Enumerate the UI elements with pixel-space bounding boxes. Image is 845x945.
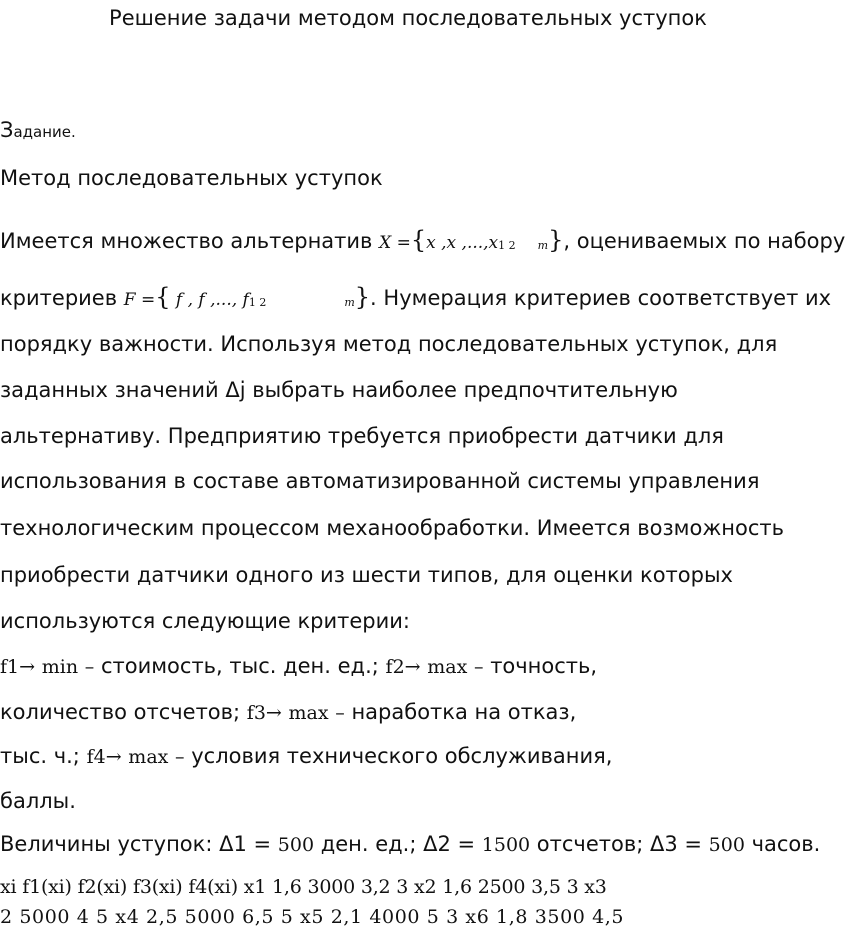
max-label: max: [128, 746, 169, 768]
para1-pre: Имеется множество альтернатив: [0, 229, 380, 253]
criterion-f4: f4: [86, 746, 106, 768]
dash: –: [335, 702, 345, 724]
criteria-line-2: [0, 700, 576, 724]
left-brace: {: [410, 226, 427, 254]
x-m-subscript: m: [537, 239, 549, 252]
max-label: max: [288, 702, 329, 724]
arrow-icon: →: [19, 656, 36, 678]
section-heading: [0, 118, 76, 142]
f3-text: наработка на отказ,: [344, 700, 577, 724]
line3-pre: тыс. ч.;: [0, 744, 80, 768]
dash: –: [84, 656, 95, 678]
f1-text: стоимость, тыс. ден. ед.;: [94, 654, 379, 678]
f4-text: условия технического обслуживания,: [184, 744, 613, 768]
f-list: f , f ,..., f: [170, 290, 249, 310]
concessions-line: [0, 832, 820, 856]
para1-post: , оцениваемых по набору: [563, 229, 845, 253]
criterion-f3: f3: [246, 702, 266, 724]
dash: –: [474, 656, 484, 678]
arrow-icon: →: [105, 746, 122, 768]
para2-post: . Нумерация критериев соответствует их: [370, 286, 832, 310]
heading-dot: .: [71, 123, 76, 141]
concessions-u3: часов.: [744, 832, 821, 856]
body-line: технологическим процессом механообработки. Имеется возможность: [0, 516, 784, 540]
f-m-subscript: m: [344, 296, 355, 309]
max-label: max: [427, 656, 468, 678]
body-line: порядку важности. Используя метод последовательных уступок, для: [0, 332, 778, 356]
left-brace: {: [155, 283, 171, 311]
criterion-f2: f2: [385, 656, 405, 678]
paragraph-criteria: [0, 283, 831, 311]
paragraph-alternatives: [0, 226, 845, 254]
body-line: использования в составе автоматизированной системы управления: [0, 469, 760, 493]
min-label: min: [41, 656, 79, 678]
concessions-pre: Величины уступок: Δ1 =: [0, 832, 278, 856]
f-subscripts: 1 2: [248, 296, 267, 309]
arrow-icon: →: [265, 702, 282, 724]
para2-pre: критериев: [0, 286, 124, 310]
table-line-1: xi f1(xi) f2(xi) f3(xi) f4(xi) x1 1,6 3000 3,2 3 x2 1,6 2500 3,5 3 x3: [0, 876, 607, 898]
heading-rest: адание: [13, 123, 72, 141]
concessions-u1: ден. ед.; Δ2 =: [314, 832, 482, 856]
line2-text: количество отсчетов;: [0, 700, 241, 724]
x-subscripts: 1 2: [498, 239, 516, 252]
criteria-line-4: баллы.: [0, 789, 76, 813]
right-brace: }: [354, 283, 371, 311]
body-line: альтернативу. Предприятию требуется приобрести датчики для: [0, 424, 724, 448]
delta3-value: 500: [708, 834, 745, 856]
delta1-value: 500: [277, 834, 315, 856]
right-brace: }: [548, 226, 564, 254]
concessions-u2: отсчетов; Δ3 =: [530, 832, 709, 856]
body-line: приобрести датчики одного из шести типов, для оценки которых: [0, 563, 733, 587]
delta2-value: 1500: [481, 834, 531, 856]
table-line-2: 2 5000 4 5 x4 2,5 5000 6,5 5 x5 2,1 4000 5 3 x6 1,8 3500 4,5: [0, 906, 625, 928]
x-list: x ,x ,...,x: [426, 233, 499, 253]
heading-initial: З: [0, 118, 14, 142]
arrow-icon: →: [404, 656, 421, 678]
method-subtitle: Метод последовательных уступок: [0, 166, 383, 190]
body-line: заданных значений Δj выбрать наиболее предпочтительную: [0, 378, 678, 402]
body-line: используются следующие критерии:: [0, 609, 410, 633]
f-set-symbol: F =: [123, 290, 156, 310]
criteria-line-1: [0, 654, 597, 678]
criterion-f1: f1: [0, 656, 20, 678]
page-title: Решение задачи методом последовательных уступок: [109, 6, 707, 30]
criteria-line-3: [0, 744, 612, 768]
dash: –: [175, 746, 185, 768]
f2-text: точность,: [483, 654, 598, 678]
x-set-symbol: X =: [379, 233, 411, 253]
